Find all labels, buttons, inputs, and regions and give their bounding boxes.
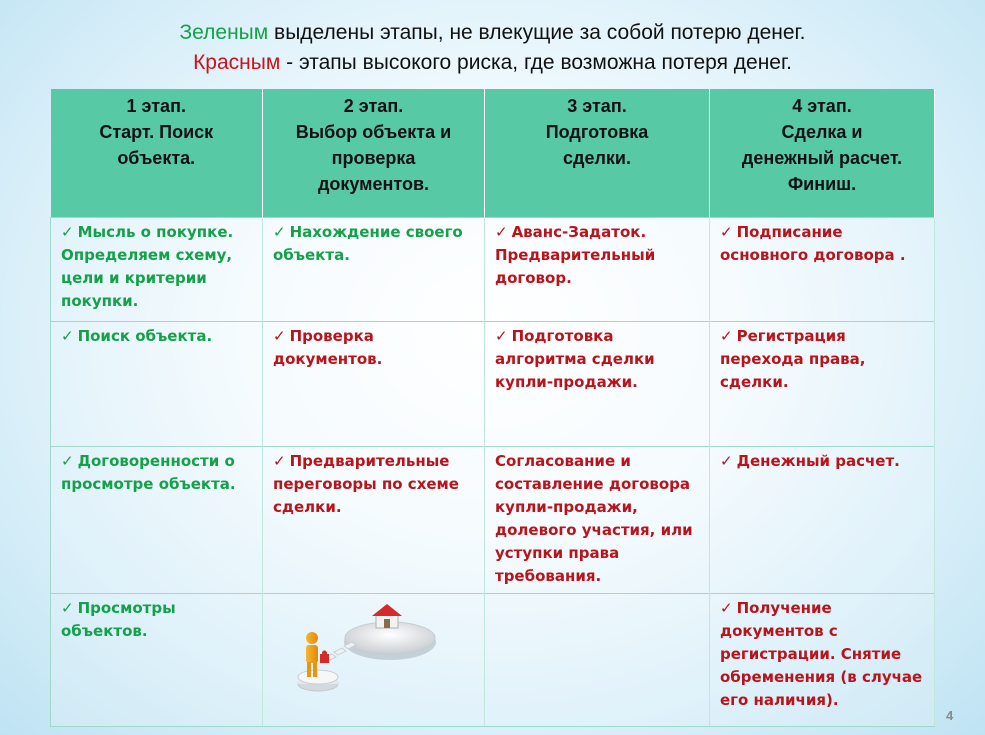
- page-number: 4: [946, 708, 954, 723]
- stage-header-line: Старт. Поиск: [99, 122, 214, 142]
- step-cell: [485, 322, 710, 447]
- house-path-illustration: [290, 598, 440, 706]
- step-cell: [485, 594, 710, 727]
- stage-1-header: [51, 89, 263, 218]
- stage-3-header: [485, 89, 710, 218]
- step-text: Просмотры объектов.: [61, 599, 176, 640]
- checkmark-icon: ✓: [720, 327, 733, 345]
- step-cell: [485, 218, 710, 322]
- step-cell: [485, 447, 710, 594]
- step-text: Нахождение своего объекта.: [273, 223, 463, 264]
- step-cell: [51, 322, 263, 447]
- stage-header-line: Подготовка: [545, 122, 649, 142]
- slide-heading: [0, 18, 985, 78]
- checkmark-icon: ✓: [720, 452, 733, 470]
- checkmark-icon: ✓: [495, 223, 508, 241]
- step-text: Подписание основного договора .: [720, 223, 906, 264]
- house-icon: [372, 604, 402, 628]
- checkmark-icon: ✓: [495, 327, 508, 345]
- stage-header-line: денежный расчет.: [741, 148, 903, 168]
- heading-line-1: [0, 18, 985, 48]
- step-cell: [263, 322, 485, 447]
- step-text: Договоренности о просмотре объекта.: [61, 452, 236, 493]
- table-row: [51, 447, 935, 594]
- stages-table: [50, 89, 935, 727]
- step-cell: [51, 594, 263, 727]
- step-cell: [263, 447, 485, 594]
- checkmark-icon: ✓: [720, 223, 733, 241]
- step-cell: [263, 218, 485, 322]
- stage-header-line: объекта.: [117, 148, 196, 168]
- red-legend-text: - этапы высокого риска, где возможна потеря денег.: [280, 51, 792, 74]
- stages-header-row: [51, 89, 935, 218]
- step-text: Регистрация перехода права, сделки.: [720, 327, 866, 391]
- puzzle-piece-icon: [320, 651, 329, 664]
- stage-header-line: Финиш.: [787, 174, 857, 194]
- checkmark-icon: ✓: [273, 223, 286, 241]
- checkmark-icon: ✓: [61, 223, 74, 241]
- checkmark-icon: ✓: [720, 599, 733, 617]
- step-cell: [51, 447, 263, 594]
- stage-header-line: 4 этап.: [792, 96, 852, 116]
- step-text: Предварительные переговоры по схеме сделки.: [273, 452, 459, 516]
- stage-2-header: [263, 89, 485, 218]
- heading-line-2: [0, 48, 985, 78]
- step-text: Подготовка алгоритма сделки купли-продажи.: [495, 327, 655, 391]
- step-text: Аванс-Задаток. Предварительный договор.: [495, 223, 656, 287]
- table-row: [51, 594, 935, 727]
- table-row: [51, 218, 935, 322]
- checkmark-icon: ✓: [273, 452, 286, 470]
- stage-header-line: 1 этап.: [126, 96, 186, 116]
- step-text: Поиск объекта.: [77, 327, 213, 345]
- stage-header-line: сделки.: [563, 148, 631, 168]
- stage-header-line: документов.: [317, 174, 430, 194]
- step-text: Проверка документов.: [273, 327, 383, 368]
- table-row: [51, 322, 935, 447]
- checkmark-icon: ✓: [273, 327, 286, 345]
- red-legend-word: Красным: [193, 51, 281, 74]
- checkmark-icon: ✓: [61, 599, 74, 617]
- stage-header-line: Выбор объекта и: [295, 122, 452, 142]
- step-text: Мысль о покупке. Определяем схему, цели и критерии покупки.: [61, 223, 234, 310]
- checkmark-icon: ✓: [61, 452, 74, 470]
- step-cell: [710, 594, 935, 727]
- step-text: Согласование и составление договора купли-продажи, долевого участия, или уступки права требования.: [495, 452, 693, 585]
- step-text: Получение документов с регистрации. Снятие обременения (в случае его наличия).: [720, 599, 923, 709]
- stage-4-header: [710, 89, 935, 218]
- step-cell: [710, 322, 935, 447]
- step-cell: [710, 218, 935, 322]
- step-cell: [710, 447, 935, 594]
- step-text: Денежный расчет.: [736, 452, 900, 470]
- stage-header-line: Сделка и: [781, 122, 863, 142]
- stage-header-line: проверка: [331, 148, 416, 168]
- step-cell: [51, 218, 263, 322]
- checkmark-icon: ✓: [61, 327, 74, 345]
- green-legend-word: Зеленым: [179, 21, 269, 44]
- stage-header-line: 3 этап.: [567, 96, 627, 116]
- stage-header-line: 2 этап.: [343, 96, 404, 116]
- green-legend-text: выделены этапы, не влекущие за собой потерю денег.: [268, 21, 806, 44]
